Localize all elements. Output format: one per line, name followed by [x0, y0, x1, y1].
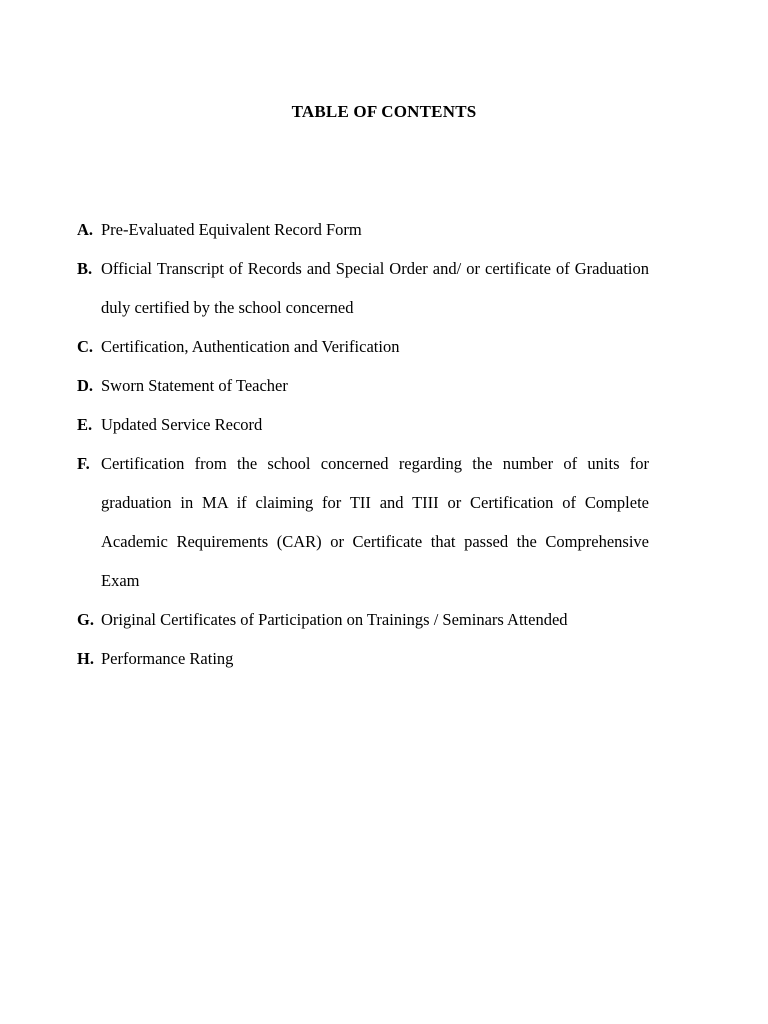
toc-item-text: Pre-Evaluated Equivalent Record Form: [101, 220, 362, 239]
toc-item-text: Updated Service Record: [101, 415, 263, 434]
toc-item-letter: B.: [77, 259, 93, 278]
toc-item-text: Sworn Statement of Teacher: [101, 376, 288, 395]
toc-item-letter: D.: [77, 376, 94, 395]
table-of-contents-list: [77, 210, 649, 678]
toc-item-letter: E.: [77, 415, 93, 434]
toc-item-d: [77, 366, 649, 405]
toc-item-text: Certification, Authentication and Verification: [101, 337, 400, 356]
toc-item-g: [77, 600, 649, 639]
toc-item-letter: H.: [77, 649, 94, 668]
toc-item-letter: G.: [77, 610, 94, 629]
toc-item-a: [77, 210, 649, 249]
toc-item-b: [77, 249, 649, 327]
toc-item-text: Certification from the school concerned regarding the number of units for graduation in MA if claiming for TII and TIII or Certification of Complete Academic Requirements (CAR) or Certificate that passed the Comprehensive Exam: [101, 454, 649, 590]
page-title: TABLE OF CONTENTS: [291, 102, 477, 121]
toc-item-letter: C.: [77, 337, 94, 356]
toc-item-text: Performance Rating: [101, 649, 234, 668]
toc-item-f: [77, 444, 649, 600]
toc-item-c: [77, 327, 649, 366]
toc-item-e: [77, 405, 649, 444]
toc-item-letter: A.: [77, 220, 94, 239]
toc-item-text: Original Certificates of Participation on Trainings / Seminars Attended: [101, 610, 568, 629]
toc-item-h: [77, 639, 649, 678]
toc-item-text: Official Transcript of Records and Special Order and/ or certificate of Graduation duly certified by the school concerned: [101, 259, 649, 317]
toc-item-letter: F.: [77, 454, 90, 473]
